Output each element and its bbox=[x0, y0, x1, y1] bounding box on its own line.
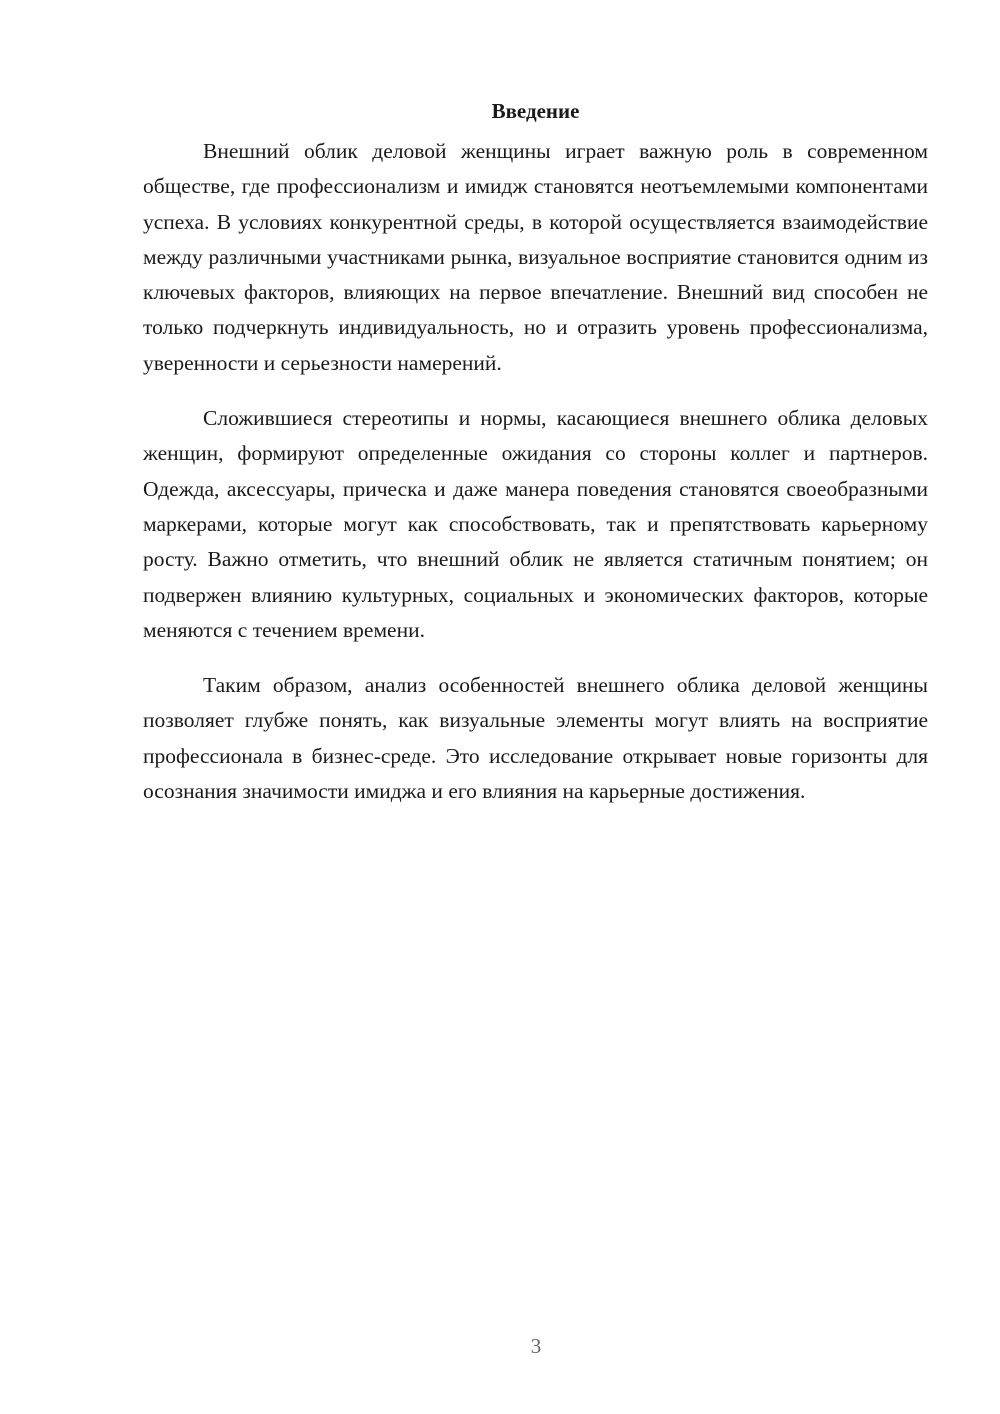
paragraph-1: Внешний облик деловой женщины играет важную роль в современном обществе, где профессионализм и имидж становятся неотъемлемыми компонентами успеха. В условиях конкурентной среды, в которой осуществляется взаимодействие между различными участниками рынка, визуальное восприятие становится одним из ключевых факторов, влияющих на первое впечатление. Внешний вид способен не только подчеркнуть индивидуальность, но и отразить уровень профессионализма, уверенности и серьезности намерений. bbox=[143, 139, 928, 375]
paragraph-3: Таким образом, анализ особенностей внешнего облика деловой женщины позволяет глубже понять, как визуальные элементы могут влиять на восприятие профессионала в бизнес-среде. Это исследование открывает новые горизонты для осознания значимости имиджа и его влияния на карьерные достижения. bbox=[143, 673, 928, 804]
page-number: 3 bbox=[530, 1334, 542, 1358]
paragraph-2: Сложившиеся стереотипы и нормы, касающиеся внешнего облика деловых женщин, формируют определенные ожидания со стороны коллег и партнеров. Одежда, аксессуары, прическа и даже манера поведения становятся своеобразными маркерами, которые могут как способствовать, так и препятствовать карьерному росту. Важно отметить, что внешний облик не является статичным понятием; он подвержен влиянию культурных, социальных и экономических факторов, которые меняются с течением времени. bbox=[143, 406, 928, 642]
section-heading: Введение bbox=[491, 99, 580, 123]
page-content bbox=[143, 96, 928, 829]
